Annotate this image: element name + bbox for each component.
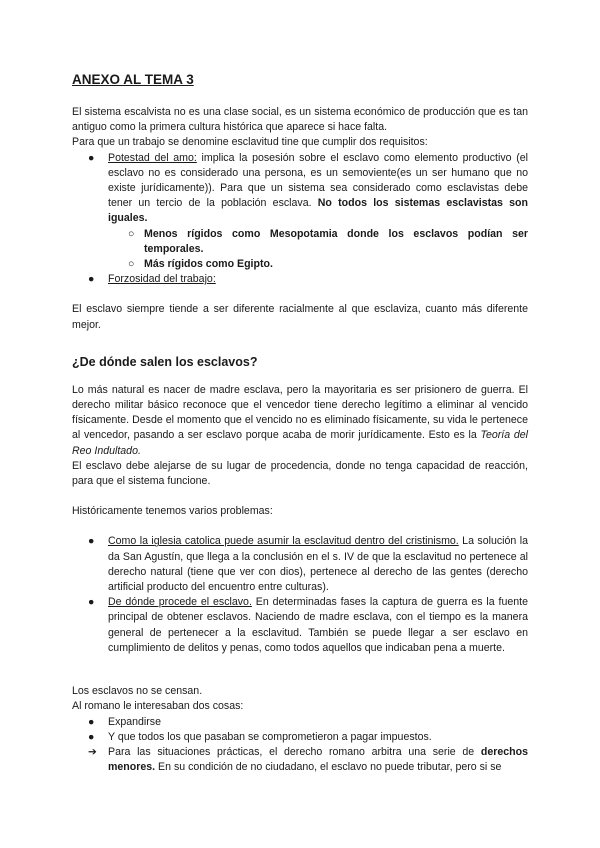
list-item (72, 272, 528, 287)
hollow-bullet-icon: ○ (128, 258, 135, 271)
arrow-text-2: En su condición de no ciudadano, el esclavo no puede tributar, pero si se (155, 761, 502, 774)
spacer (72, 489, 528, 504)
origin-text: Lo más natural es nacer de madre esclava, pero la mayoritaria es ser prisionero de guerra. El derecho militar básico reconoce que el vencedor tiene derecho legítimo a eliminar al vencido físicamente. Desde el momento que el vencido no es eliminado físicamente, su vida le pertenece al vencedor, pasando a ser esclavo porque acaba de morir jurídicamente. Esto es la (72, 383, 528, 442)
list-item (72, 715, 528, 730)
spacer (72, 676, 528, 684)
document-title: ANEXO AL TEMA 3 (72, 72, 194, 87)
bullet-label: Potestad del amo: (108, 151, 197, 164)
census-line: Los esclavos no se censan. (72, 685, 203, 698)
bullet-icon: ● (88, 273, 95, 286)
problem-text: En determinadas fases la captura de guerra es la fuente principal de obtener esclavos. Naciendo de madre esclava, con el tiempo es la manera general de pertenecer a la esclavitud. También se puede llegar a ser esclavo en cumplimiento de delitos y penas, como todos aquellos que indicaban pena a muerte. (108, 596, 528, 654)
sub-list-item (72, 227, 528, 257)
section-heading: ¿De dónde salen los esclavos? (72, 354, 258, 369)
sub-item-text: Más rígidos como Egipto. (144, 258, 273, 271)
problems-list (72, 534, 528, 656)
bullet-icon: ● (88, 151, 95, 164)
problem-text: La solución la da San Agustín, que llega a la conclusión en el s. IV de que la esclavitud no pertenece al derecho natural (tiene que ver con dios), pertenece al derecho de las gentes (derecho artificial producto del encuentro entre culturas). (108, 535, 528, 594)
requirements-intro: Para que un trabajo se denomine esclavitud tine que cumplir dos requisitos: (72, 136, 428, 149)
spacer (72, 656, 528, 676)
document-body (72, 71, 528, 775)
list-item (72, 595, 528, 656)
bullet-bold: No todos los sistemas esclavistas son iguales. (108, 197, 528, 225)
list-item (72, 730, 528, 745)
roman-intro: Al romano le interesaban dos cosas: (72, 700, 244, 713)
requirements-list (72, 151, 528, 288)
difference-paragraph: El esclavo siempre tiende a ser diferente racialmente al que esclaviza, cuanto más diferente mejor. (72, 303, 528, 331)
bullet-text: implica la posesión sobre el esclavo como elemento productivo (el esclavo no es considerado una persona, es un semoviente(es un ser humano que no existe jurídicamente)). Para que un sistema sea considerado como esclavistas debe tener un tercio de la población esclava. (108, 151, 528, 210)
arrow-text: Para las situaciones prácticas, el derecho romano arbitra una serie de (108, 745, 481, 758)
spacer (72, 519, 528, 534)
list-item (72, 151, 528, 227)
roman-list (72, 715, 528, 776)
roman-item-text: Expandirse (108, 715, 161, 728)
list-item (72, 534, 528, 595)
arrow-icon: ➔ (88, 745, 97, 758)
hollow-bullet-icon: ○ (128, 227, 135, 240)
sub-list-item (72, 257, 528, 272)
sub-item-text: Menos rígidos como Mesopotamia donde los esclavos podían ser temporales. (144, 227, 528, 255)
roman-item-text: Y que todos los que pasaban se comprometieron a pagar impuestos. (108, 730, 432, 743)
bullet-icon: ● (88, 730, 95, 743)
spacer (72, 287, 528, 302)
arrow-bold: derechos menores. (108, 745, 528, 774)
spacer (72, 333, 528, 353)
problem-label: Como la iglesia catolica puede asumir la esclavitud dentro del cristinismo. (108, 535, 459, 548)
origin-paragraph-2: El esclavo debe alejarse de su lugar de procedencia, donde no tenga capacidad de reacción, para que el sistema funcione. (72, 459, 528, 488)
bullet-label: Forzosidad del trabajo: (108, 273, 216, 286)
origin-italic: Teoría del Reo Indultado. (72, 429, 528, 457)
intro-paragraph: El sistema escalvista no es una clase social, es un sistema económico de producción que es tan antiguo como la primera cultura histórica que aparece si hace falta. (72, 106, 528, 134)
origin-paragraph (72, 383, 528, 459)
problem-label: De dónde procede el esclavo. (108, 596, 252, 609)
bullet-icon: ● (88, 596, 95, 609)
list-item (72, 745, 528, 775)
problems-intro: Históricamente tenemos varios problemas: (72, 505, 273, 518)
bullet-icon: ● (88, 535, 95, 548)
bullet-icon: ● (88, 715, 95, 728)
